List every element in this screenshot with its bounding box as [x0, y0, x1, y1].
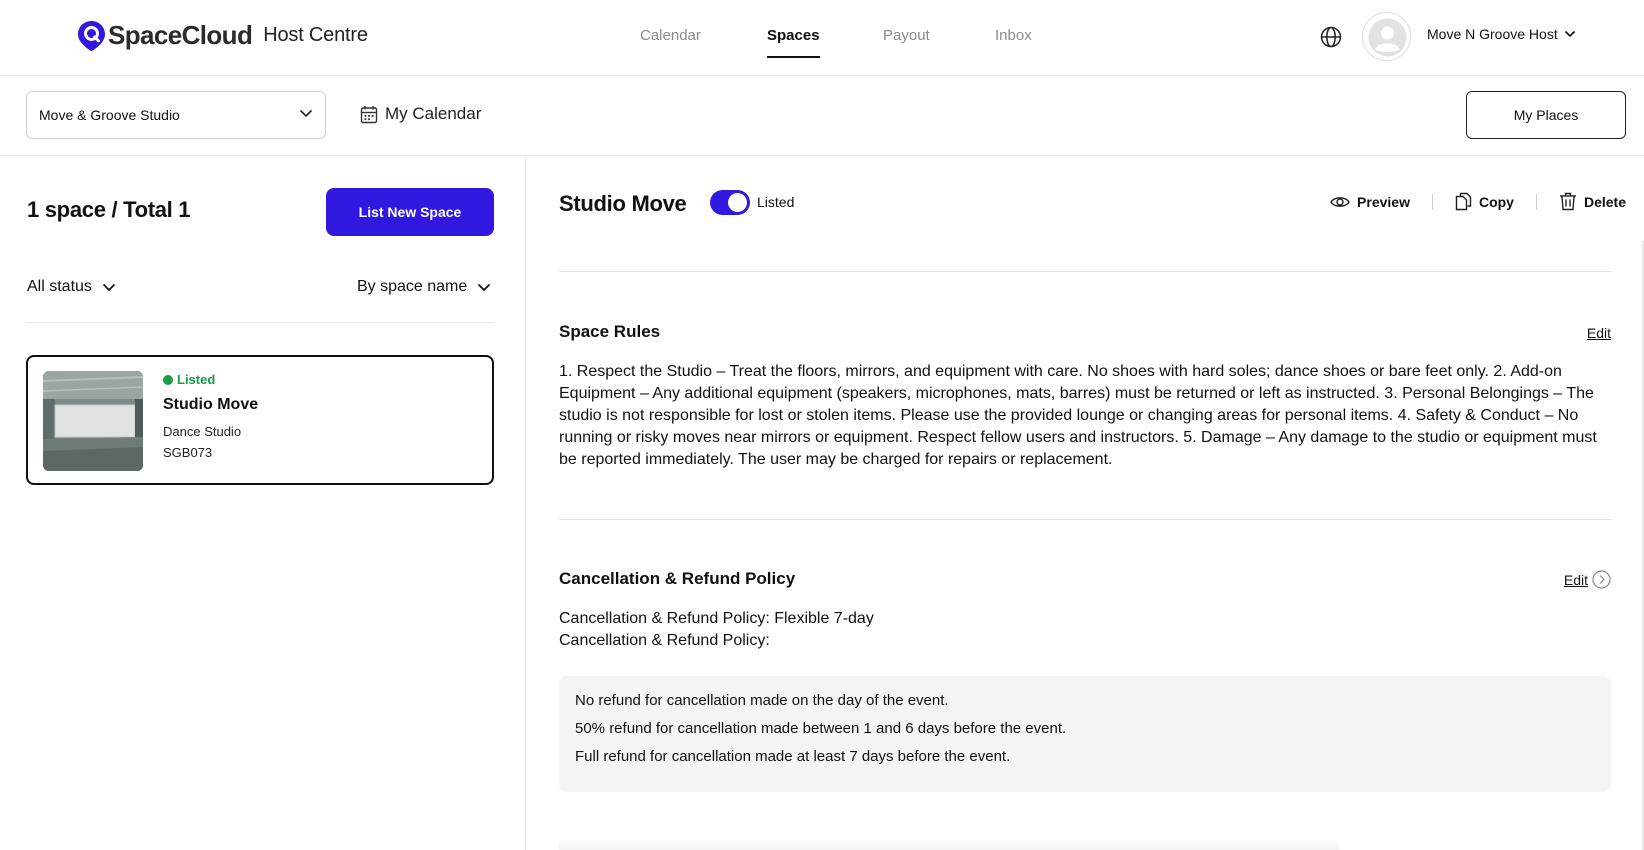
user-avatar[interactable]	[1362, 12, 1411, 61]
space-count: 1 space / Total 1	[27, 197, 191, 222]
space-rules-heading: Space Rules	[559, 322, 661, 341]
preview-button[interactable]	[1330, 194, 1410, 210]
space-card-type: Dance Studio	[163, 424, 242, 439]
space-title: Studio Move	[559, 191, 687, 216]
chevron-down-icon	[102, 283, 116, 292]
delete-button[interactable]	[1559, 192, 1626, 211]
chevron-right-circle-icon	[1592, 570, 1611, 589]
status-filter[interactable]	[27, 278, 116, 296]
divider	[559, 519, 1611, 520]
user-name: Move N Groove Host	[1427, 26, 1558, 42]
refund-policy-box	[559, 676, 1611, 792]
spaces-list-panel	[0, 157, 526, 850]
tab-calendar[interactable]: Calendar	[640, 27, 701, 44]
host-centre-label: Host Centre	[263, 24, 368, 46]
globe-icon[interactable]	[1319, 25, 1343, 49]
chevron-down-icon	[1564, 30, 1576, 38]
preview-label: Preview	[1357, 193, 1410, 210]
list-new-space-button[interactable]: List New Space	[326, 188, 494, 236]
sort-filter-label: By space name	[357, 278, 468, 295]
status-filter-label: All status	[27, 278, 92, 295]
divider	[27, 322, 494, 323]
tab-inbox[interactable]: Inbox	[995, 27, 1032, 44]
status-badge-label: Listed	[177, 372, 216, 387]
studio-photo-image	[43, 371, 143, 471]
my-calendar-label: My Calendar	[385, 104, 482, 123]
space-actions	[1330, 192, 1626, 211]
space-rules-edit-link[interactable]	[1587, 325, 1611, 341]
eye-icon	[1330, 195, 1350, 209]
sub-header	[0, 76, 1644, 156]
cancellation-policy-edit-link[interactable]	[1564, 570, 1611, 589]
divider	[559, 271, 1611, 272]
space-thumbnail	[43, 371, 143, 471]
logo-text: SpaceCloud	[108, 20, 253, 50]
tab-spaces[interactable]: Spaces	[767, 0, 820, 76]
listed-toggle-label: Listed	[757, 194, 795, 210]
spacecloud-logo[interactable]	[78, 20, 368, 51]
user-menu[interactable]	[1427, 26, 1576, 42]
place-select-value: Move & Groove Studio	[39, 107, 180, 123]
cancellation-policy-line-1: Cancellation & Refund Policy: Flexible 7-day	[559, 610, 874, 627]
copy-label: Copy	[1478, 193, 1514, 210]
listed-toggle[interactable]	[710, 190, 750, 215]
top-navigation	[0, 0, 1644, 76]
space-card[interactable]	[26, 355, 494, 485]
tab-payout[interactable]: Payout	[883, 27, 930, 44]
cancellation-policy-heading: Cancellation & Refund Policy	[559, 569, 796, 588]
user-avatar-icon	[1363, 13, 1411, 61]
cancellation-policy-line-2: Cancellation & Refund Policy:	[559, 632, 770, 649]
sort-filter[interactable]	[357, 278, 491, 296]
space-detail-panel	[527, 157, 1644, 850]
place-select[interactable]	[26, 91, 326, 139]
my-places-button[interactable]: My Places	[1466, 91, 1626, 139]
listed-dot-icon	[163, 375, 173, 385]
toggle-knob	[728, 193, 747, 212]
chevron-down-icon	[299, 109, 313, 118]
cancellation-edit-label: Edit	[1563, 571, 1588, 588]
space-rules-text: 1. Respect the Studio – Treat the floors, mirrors, and equipment with care. No shoes with hard soles; dance shoes or bare feet only. 2. Add-on Equipment – Any additional equipment (speakers, microphones, mats, barres) must be returned or left as instructed. 3. Personal Belongings – The studio is not responsible for lost or stolen items. Please use the provided lounge or changing areas for personal items. 4. Safety & Conduct – No running or risky moves near mirrors or equipment. Respect fellow users and instructors. 5. Damage – Any damage to the studio or equipment must be reported immediately. The user may be charged for repairs or replacement.	[559, 363, 1597, 468]
refund-policy-item: Full refund for cancellation made at least 7 days before the event.	[575, 748, 1011, 765]
logo-pin-icon	[78, 21, 105, 51]
next-section-edge	[559, 837, 1339, 850]
copy-icon	[1455, 192, 1472, 211]
refund-policy-item: No refund for cancellation made on the day of the event.	[575, 692, 949, 709]
space-card-code: SGB073	[163, 445, 213, 460]
trash-icon	[1559, 192, 1577, 211]
action-separator	[1536, 194, 1537, 210]
action-separator	[1432, 194, 1433, 210]
refund-policy-item: 50% refund for cancellation made between 1 and 6 days before the event.	[575, 720, 1067, 737]
delete-label: Delete	[1583, 193, 1626, 210]
status-badge	[163, 372, 215, 387]
chevron-down-icon	[477, 283, 491, 292]
calendar-icon	[360, 105, 378, 124]
space-rules-edit-label: Edit	[1586, 325, 1611, 341]
my-calendar-link[interactable]	[360, 104, 481, 124]
space-card-name: Studio Move	[163, 396, 259, 413]
copy-button[interactable]	[1455, 192, 1514, 211]
